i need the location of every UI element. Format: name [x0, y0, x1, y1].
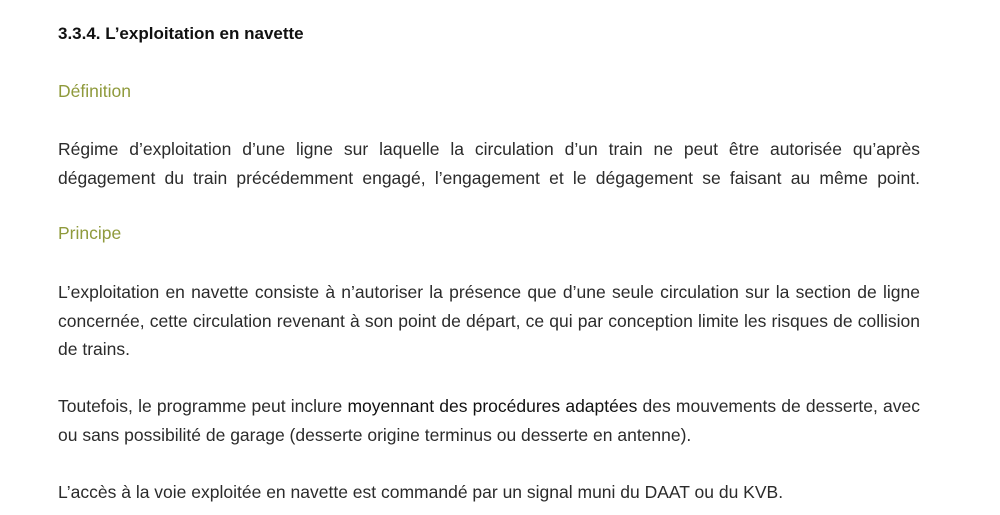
principle-heading: Principe [58, 223, 122, 243]
paragraph-2-emphasis: moyennant des procédures adaptées [347, 396, 638, 416]
paragraph-2-text-end: des mouvements de desserte, avec ou sans possibilité de garage (desserte origine terminus ou desserte en antenne). [58, 396, 921, 445]
principle-paragraph-3: L’accès à la voie exploitée en navette est commandé par un signal muni du DAAT ou du KVB. [58, 482, 784, 502]
principle-paragraph-1: L’exploitation en navette consiste à n’autoriser la présence que d’une seule circulation sur la section de ligne concernée, cette circulation revenant à son point de départ, ce qui par conception limite les risques de collision de trains. [58, 282, 920, 359]
paragraph-2-text-start: Toutefois, le programme peut inclure [58, 396, 348, 416]
principle-paragraph-2 [58, 392, 920, 449]
definition-paragraph: Régime d’exploitation d’une ligne sur laquelle la circulation d’un train ne peut être autorisée qu’après dégagement du train précédemment engagé, l’engagement et le dégagement se faisant au même point. [58, 139, 920, 188]
definition-heading: Définition [58, 81, 131, 101]
section-heading: 3.3.4. L’exploitation en navette [58, 24, 304, 43]
